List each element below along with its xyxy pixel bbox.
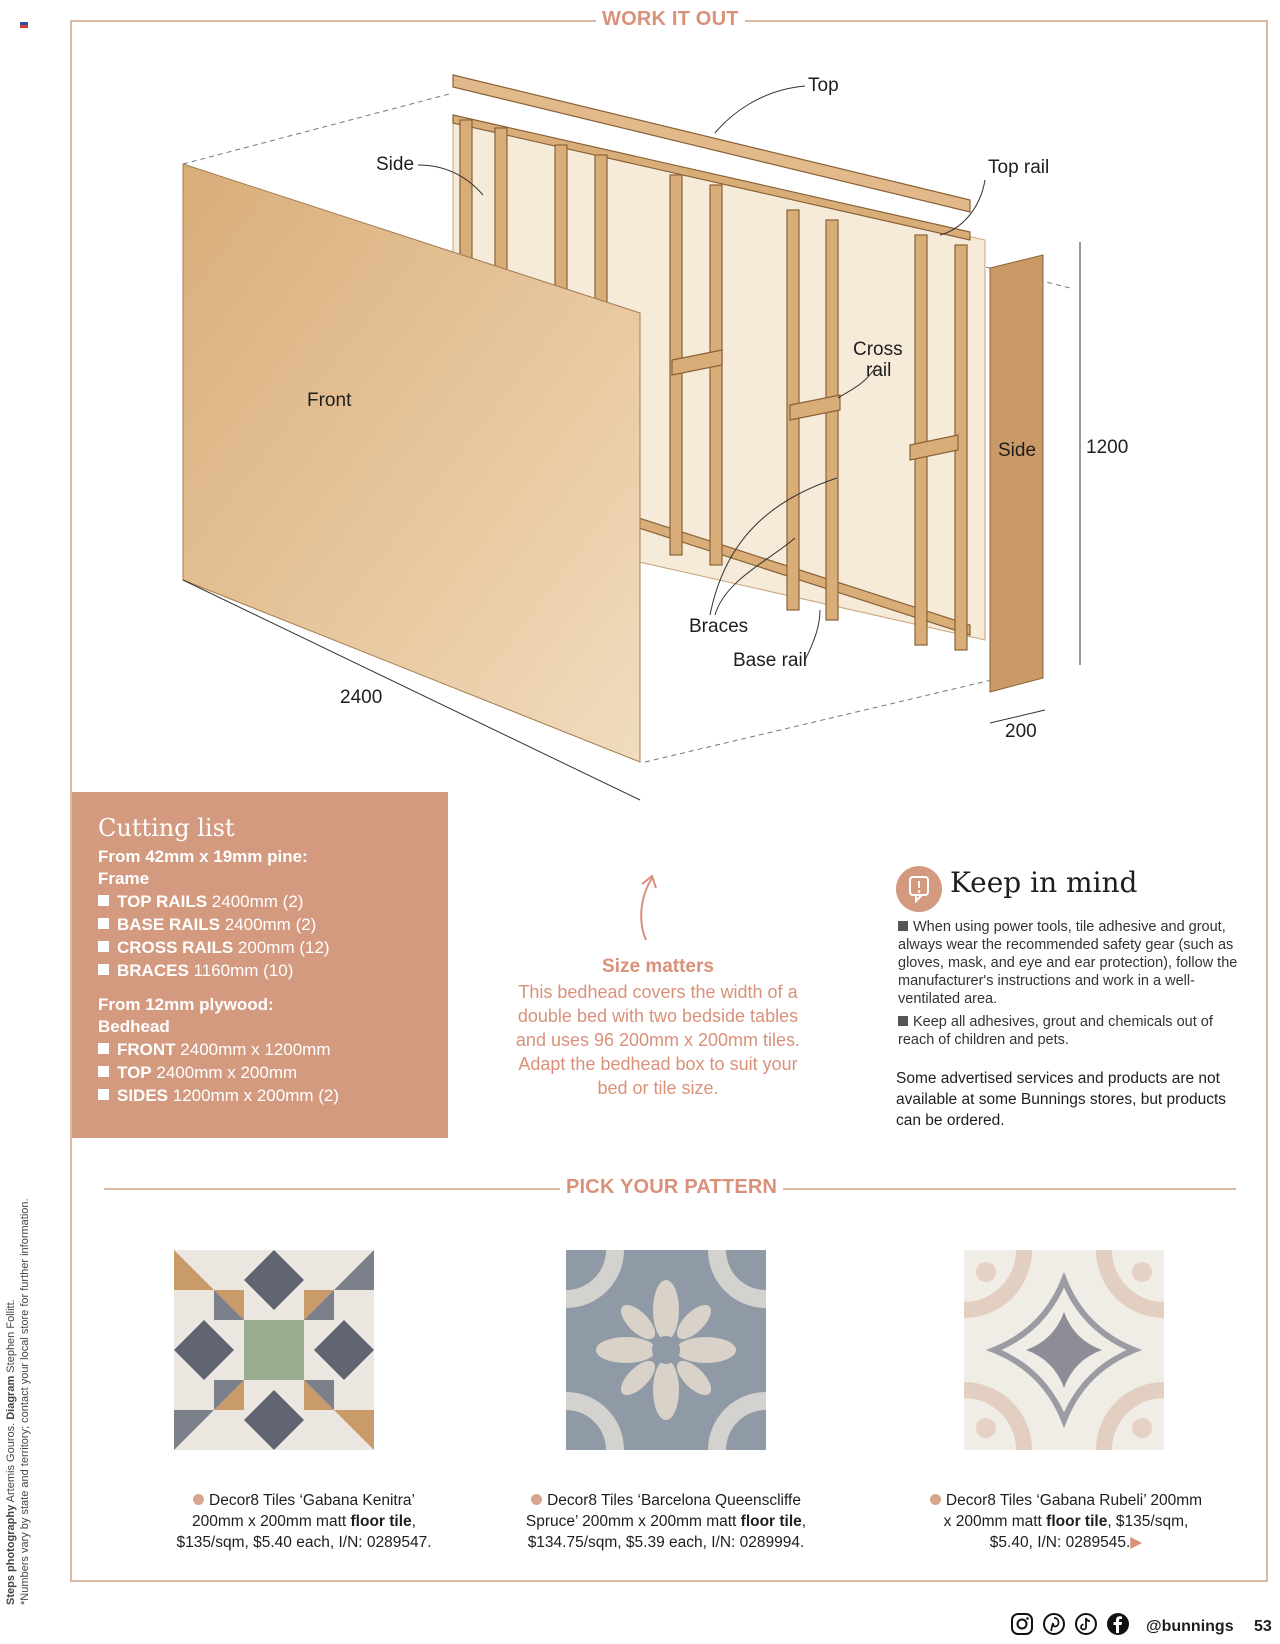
cutting-list-panel [72, 792, 448, 1138]
list-item [98, 913, 422, 936]
list-item [98, 1084, 422, 1107]
keep-in-mind-point: Keep all adhesives, grout and chemicals out of reach of children and pets. [898, 1014, 1213, 1048]
list-item [98, 1061, 422, 1084]
item-name: TOP RAILS [117, 892, 208, 911]
item-name: TOP [117, 1063, 152, 1082]
credit-label: Diagram [5, 1375, 17, 1420]
bullet-dot-icon [531, 1494, 542, 1505]
item-size: 2400mm x 200mm [156, 1063, 298, 1082]
list-item [98, 959, 422, 982]
caption-line: , $135/sqm, [1107, 1513, 1189, 1530]
credit-note: *Numbers vary by state and territory; contact your local store for further information. [19, 1198, 31, 1605]
credit-name: Stephen Follitt. [5, 1299, 17, 1373]
size-matters-body: This bedhead covers the width of a double bed with two bedside tables and uses 96 200mm x 200mm tiles. Adapt the bedhead box to suit your bed or tile size. [515, 982, 801, 1098]
bullet-square-icon [98, 1043, 109, 1054]
item-name: SIDES [117, 1086, 169, 1105]
frame-items-list [98, 890, 422, 982]
credit-name: Artemis Gouros. [5, 1422, 17, 1503]
frame-heading: Frame [98, 869, 150, 888]
label-cross-rail-2: rail [866, 360, 892, 381]
caption-emphasis: floor tile [1046, 1513, 1108, 1530]
item-size: 2400mm x 1200mm [180, 1040, 331, 1059]
pinterest-icon[interactable] [1042, 1612, 1066, 1636]
availability-note: Some advertised services and products are not available at some Bunnings stores, but products can be ordered. [896, 1070, 1226, 1129]
keep-in-mind-title: Keep in mind [950, 866, 1138, 899]
plywood-heading: From 12mm plywood: [98, 995, 274, 1014]
page-number: 53 [1254, 1618, 1272, 1635]
bedhead-diagram-svg [150, 60, 1160, 840]
caption-line: Decor8 Tiles ‘Gabana Rubeli’ 200mm [945, 1492, 1203, 1509]
size-matters-panel [508, 956, 808, 1100]
tile-caption-gabana-kenitra [134, 1490, 474, 1553]
caption-emphasis: floor tile [740, 1513, 802, 1530]
caption-line: , [411, 1513, 416, 1530]
caption-line: Decor8 Tiles ‘Barcelona Queenscliffe [547, 1492, 801, 1509]
bullet-dot-icon [930, 1494, 941, 1505]
keep-in-mind-point: When using power tools, tile adhesive and grout, always wear the recommended safety gear (such as gloves, mask, and eye and ear protection), follow the manufacturer's instructions and work in a well-ventilated area. [898, 919, 1238, 1007]
section-title-pick-your-pattern: PICK YOUR PATTERN [560, 1176, 783, 1199]
item-size: 1200mm x 200mm (2) [172, 1086, 340, 1105]
bullet-square-icon [98, 941, 109, 952]
caption-line: $135/sqm, $5.40 each, I/N: 0289547. [176, 1534, 432, 1551]
tile-caption-gabana-rubeli [896, 1490, 1236, 1553]
label-top: Top [808, 75, 839, 96]
social-handle[interactable]: @bunnings [1146, 1618, 1234, 1635]
dimension-height: 1200 [1086, 437, 1129, 458]
bullet-square-icon [98, 918, 109, 929]
tile-image-barcelona-queenscliffe-spruce [566, 1250, 766, 1450]
bullet-square-icon [98, 964, 109, 975]
section-title-work-it-out: WORK IT OUT [596, 8, 745, 31]
label-base-rail: Base rail [733, 650, 807, 671]
bedhead-items-list [98, 1038, 422, 1107]
list-item [898, 918, 1238, 1008]
bullet-square-icon [898, 1016, 908, 1026]
item-name: CROSS RAILS [117, 938, 234, 957]
bullet-square-icon [98, 1089, 109, 1100]
label-cross-rail-1: Cross [853, 339, 903, 360]
caption-line: , [801, 1513, 807, 1530]
tile-caption-barcelona-queenscliffe-spruce [496, 1490, 836, 1553]
caption-line: Decor8 Tiles ‘Gabana Kenitra’ [209, 1492, 415, 1509]
facebook-icon[interactable] [1106, 1612, 1130, 1636]
item-size: 2400mm (2) [224, 915, 317, 934]
caption-line: 200mm x 200mm matt [192, 1513, 351, 1530]
credit-label: Steps photography [5, 1504, 17, 1605]
flag-mark [20, 22, 28, 28]
label-braces: Braces [689, 616, 749, 637]
dimension-length: 2400 [340, 687, 383, 708]
pine-heading: From 42mm x 19mm pine: [98, 847, 308, 866]
bullet-square-icon [898, 921, 908, 931]
cutting-list-title: Cutting list [98, 814, 235, 842]
list-item [898, 1013, 1238, 1049]
warning-speech-icon [896, 866, 942, 912]
keep-in-mind-body [898, 918, 1238, 1054]
bullet-dot-icon [193, 1494, 204, 1505]
item-name: FRONT [117, 1040, 176, 1059]
bullet-square-icon [98, 1066, 109, 1077]
item-name: BRACES [117, 961, 189, 980]
dimension-depth: 200 [1005, 721, 1037, 742]
label-side-right: Side [998, 440, 1037, 461]
size-matters-title: Size matters [602, 956, 714, 977]
arrow-up-icon [628, 872, 668, 942]
caption-emphasis: floor tile [350, 1513, 412, 1530]
bedhead-diagram [150, 60, 1160, 840]
bullet-square-icon [98, 895, 109, 906]
instagram-icon[interactable] [1010, 1612, 1034, 1636]
caption-line: $134.75/sqm, $5.39 each, I/N: 0289994. [527, 1534, 805, 1551]
label-side-back: Side [376, 154, 415, 175]
continue-arrow-icon: ▶ [1130, 1534, 1143, 1551]
tile-image-gabana-rubeli [964, 1250, 1164, 1450]
photo-credit [4, 1165, 32, 1605]
tile-image-gabana-kenitra [174, 1250, 374, 1450]
list-item [98, 890, 422, 913]
caption-line: $5.40, I/N: 0289545. [989, 1534, 1131, 1551]
item-size: 2400mm (2) [211, 892, 304, 911]
label-top-rail: Top rail [988, 157, 1050, 178]
list-item [98, 936, 422, 959]
list-item [98, 1038, 422, 1061]
caption-line: Spruce’ 200mm x 200mm matt [525, 1513, 741, 1530]
label-front: Front [307, 390, 352, 411]
caption-line: x 200mm matt [943, 1513, 1047, 1530]
item-size: 1160mm (10) [193, 961, 294, 980]
item-name: BASE RAILS [117, 915, 220, 934]
bedhead-heading: Bedhead [98, 1017, 170, 1036]
tiktok-icon[interactable] [1074, 1612, 1098, 1636]
item-size: 200mm (12) [237, 938, 330, 957]
